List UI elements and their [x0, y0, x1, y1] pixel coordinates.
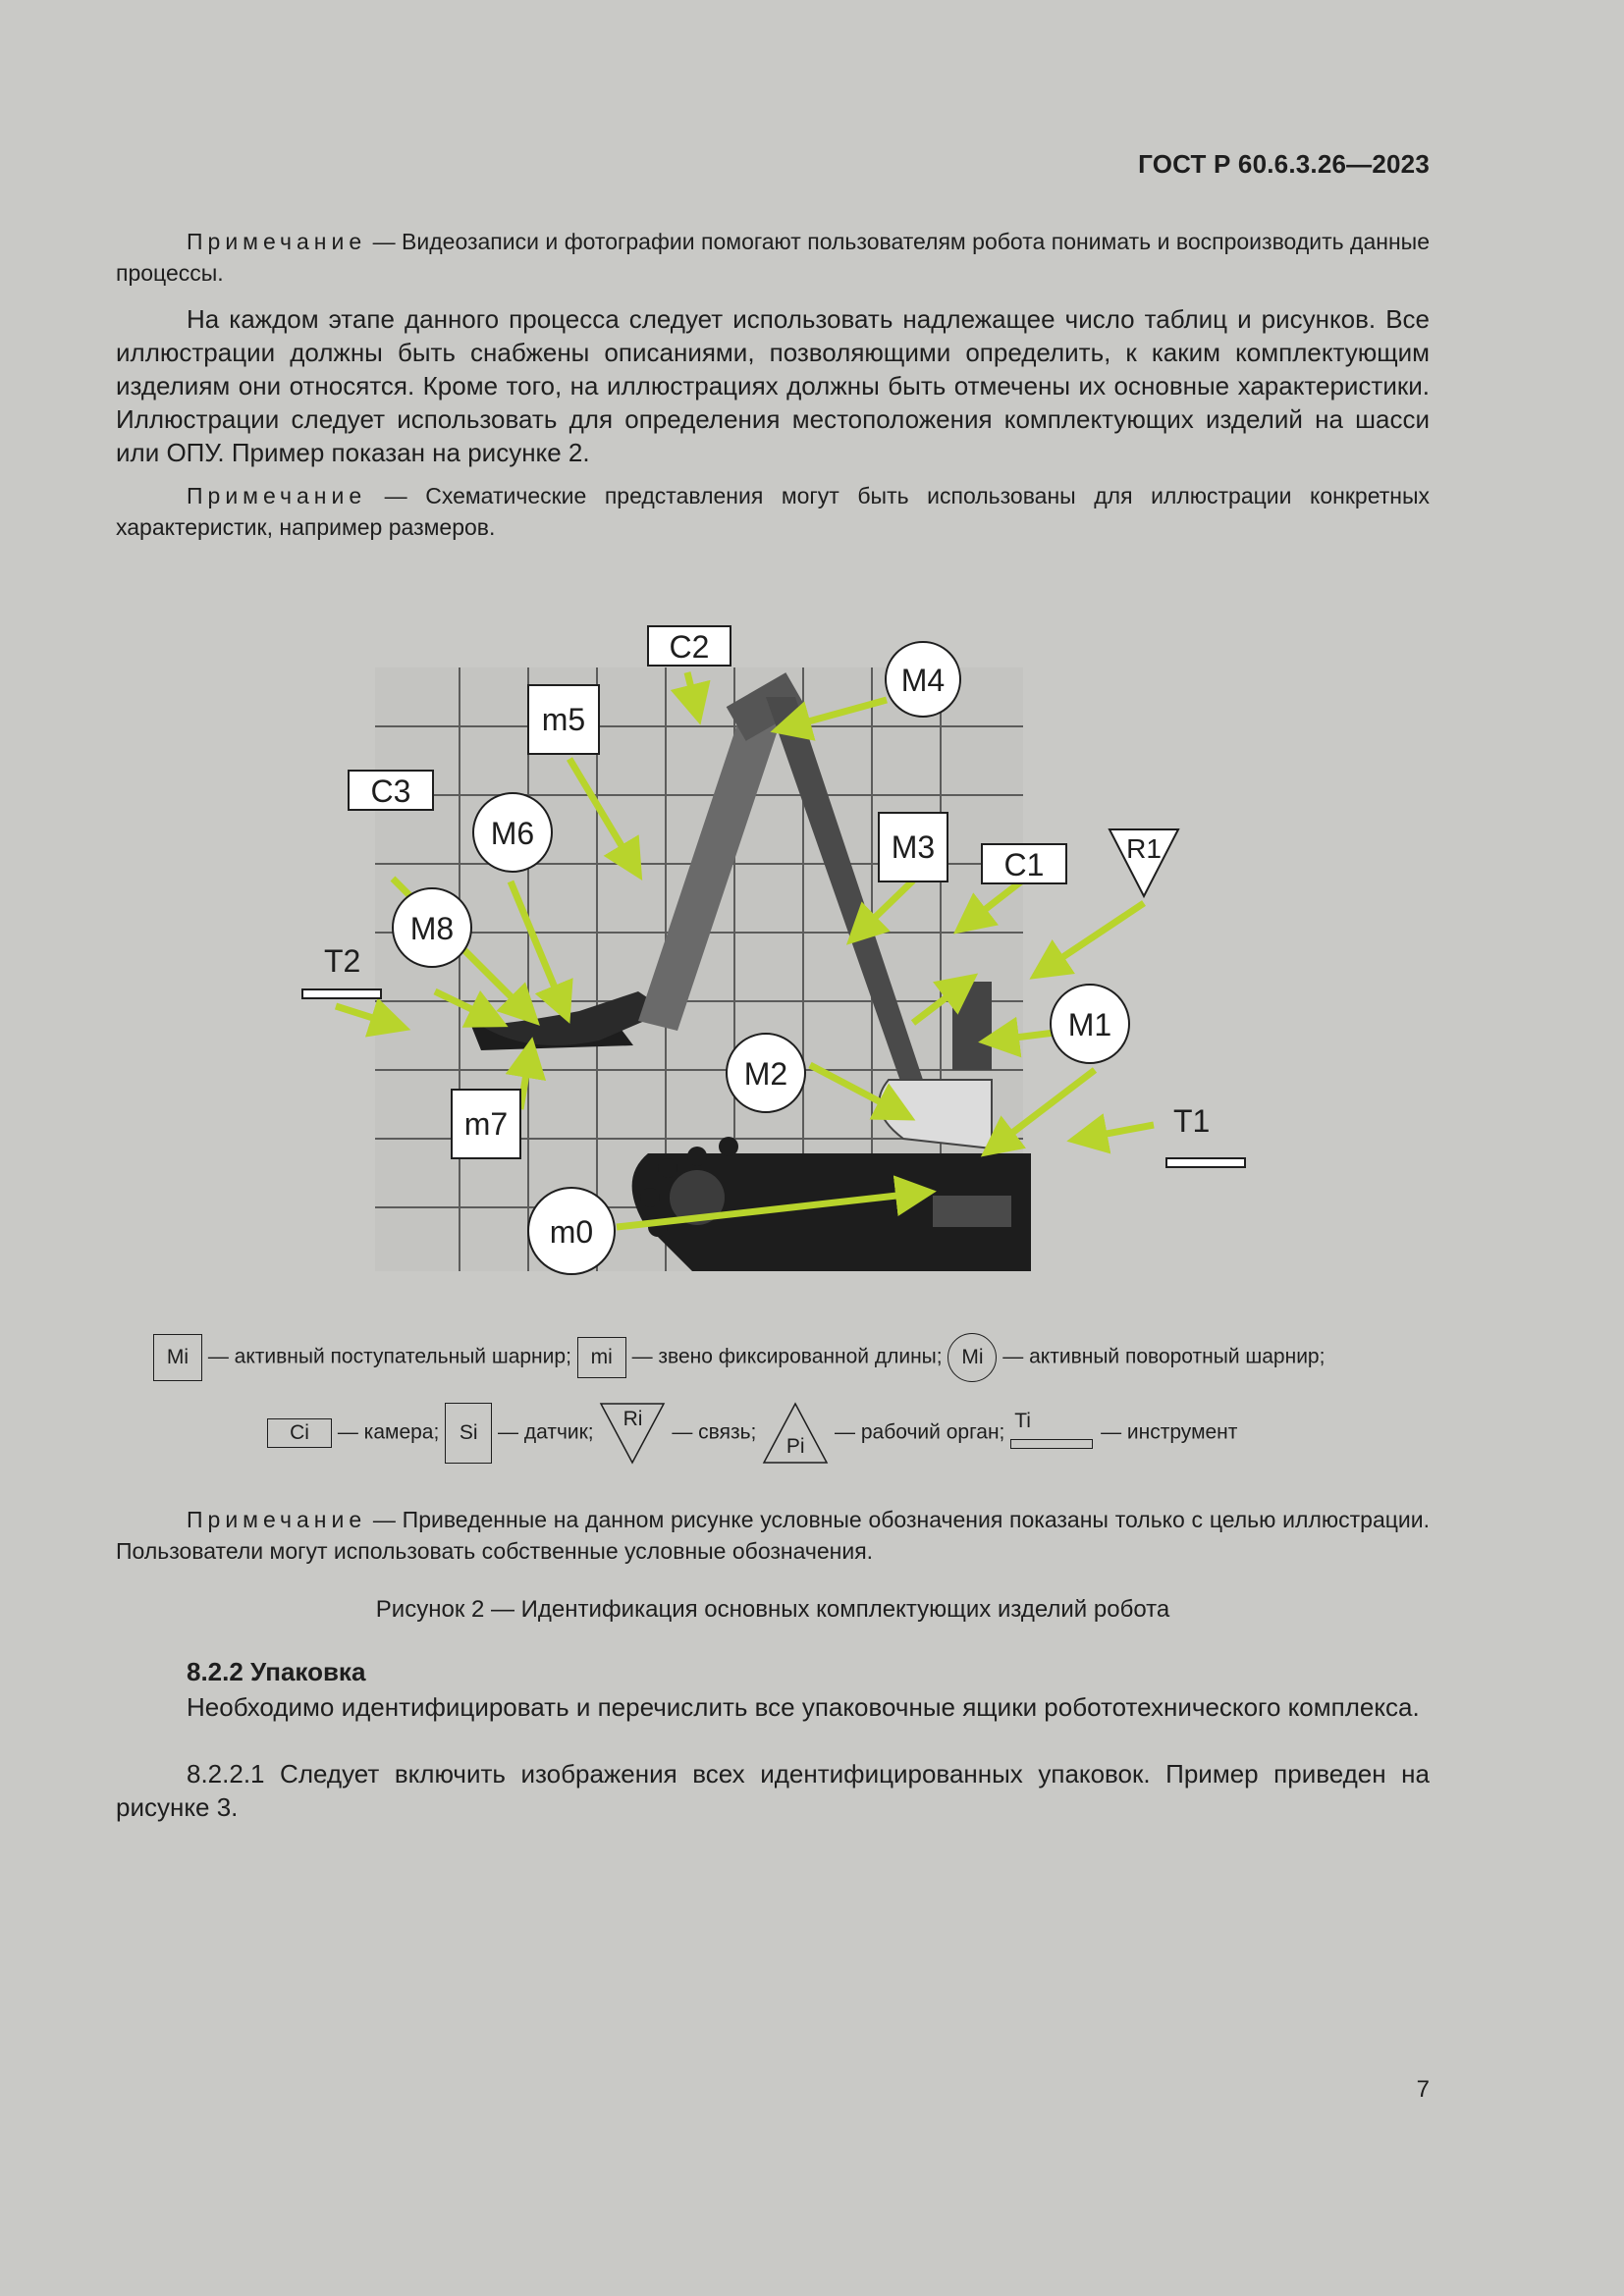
label-t1: T1	[1173, 1103, 1211, 1139]
legend-text-sensor: — датчик;	[498, 1420, 594, 1444]
paragraph-packaging: Необходимо идентифицировать и перечислить все упаковочные ящики робототехнического комплекса.	[187, 1692, 1420, 1722]
legend-symbol-tool-bar	[1010, 1439, 1093, 1449]
label-m3: M3	[891, 829, 936, 865]
label-m7: m7	[463, 1106, 509, 1142]
note-label: Примечание	[187, 483, 367, 508]
legend-symbol-effector-label: Pi	[785, 1435, 805, 1458]
label-c2: C2	[669, 629, 710, 665]
legend-text-prismatic: — активный поступательный шарнир;	[207, 1345, 571, 1368]
label-m6: M6	[490, 816, 535, 851]
note-label: Примечание	[187, 1507, 367, 1532]
label-r1: R1	[1126, 833, 1162, 864]
note-text: — Видеозаписи и фотографии помогают пользователям робота понимать и воспроизводить данные процессы.	[116, 229, 1430, 286]
paragraph-illustrations: На каждом этапе данного процесса следует использовать надлежащее число таблиц и рисунков. Все иллюстрации должны быть снабжены описаниями, позволяющими определить, к каким комплектующим изделиям они относятся. Кроме того, на иллюстрациях должны быть отмечены их основные характеристики. Иллюстрации следует использовать для определения местоположения комплектующих изделий на шасси или ОПУ. Пример показан на рисунке 2.	[116, 304, 1430, 467]
legend-row-1	[153, 1333, 1325, 1382]
note-2	[116, 480, 1430, 543]
note-3	[116, 1504, 1430, 1567]
legend-text-link-comm: — связь;	[672, 1420, 757, 1444]
legend-symbol-sensor: Si	[445, 1403, 492, 1464]
label-m8: M8	[409, 911, 455, 946]
paragraph-packaging-images: 8.2.2.1 Следует включить изображения всех идентифицированных упаковок. Пример приведен на рисунке 3.	[116, 1759, 1430, 1822]
label-m2: M2	[743, 1056, 788, 1092]
legend-symbol-revolute: Mi	[947, 1333, 997, 1382]
legend-symbol-tool	[1010, 1410, 1095, 1453]
legend-text-revolute: — активный поворотный шарнир;	[1002, 1345, 1326, 1368]
section-heading: 8.2.2 Упаковка	[187, 1657, 366, 1686]
note-label: Примечание	[187, 229, 367, 254]
legend-text-tool: — инструмент	[1101, 1420, 1238, 1444]
note-1	[116, 226, 1430, 289]
label-t2-bar	[302, 989, 381, 998]
label-m4: M4	[900, 663, 946, 698]
label-t2: T2	[324, 943, 361, 979]
legend-row-2	[267, 1402, 1237, 1465]
legend-symbol-prismatic: Mi	[153, 1334, 202, 1381]
legend-symbol-camera: Ci	[267, 1418, 332, 1448]
label-m0: m0	[549, 1214, 594, 1250]
robot-figure	[285, 618, 1257, 1286]
legend-symbol-link: mi	[577, 1337, 626, 1378]
label-m1: M1	[1067, 1007, 1112, 1042]
legend-symbol-link-comm	[599, 1402, 666, 1465]
document-header: ГОСТ Р 60.6.3.26—2023	[1138, 149, 1430, 179]
note-text: — Приведенные на данном рисунке условные обозначения показаны только с целью иллюстрации. Пользователи могут использовать собственные условные обозначения.	[116, 1507, 1430, 1564]
label-c3: C3	[370, 774, 411, 809]
note-text: — Схематические представления могут быть использованы для иллюстрации конкретных характеристик, например размеров.	[116, 483, 1430, 540]
legend-text-effector: — рабочий орган;	[835, 1420, 1005, 1444]
label-m5: m5	[541, 702, 586, 737]
label-t1-bar	[1166, 1158, 1245, 1167]
page-number: 7	[1416, 2076, 1430, 2103]
label-c1: C1	[1003, 847, 1045, 882]
figure-caption: Рисунок 2 — Идентификация основных комплектующих изделий робота	[375, 1596, 1170, 1623]
legend-symbol-tool-label: Ti	[1014, 1410, 1031, 1432]
legend-text-link: — звено фиксированной длины;	[631, 1345, 943, 1368]
legend-symbol-link-comm-label: Ri	[623, 1408, 643, 1430]
legend-symbol-effector	[762, 1402, 829, 1465]
legend-text-camera: — камера;	[337, 1420, 440, 1444]
